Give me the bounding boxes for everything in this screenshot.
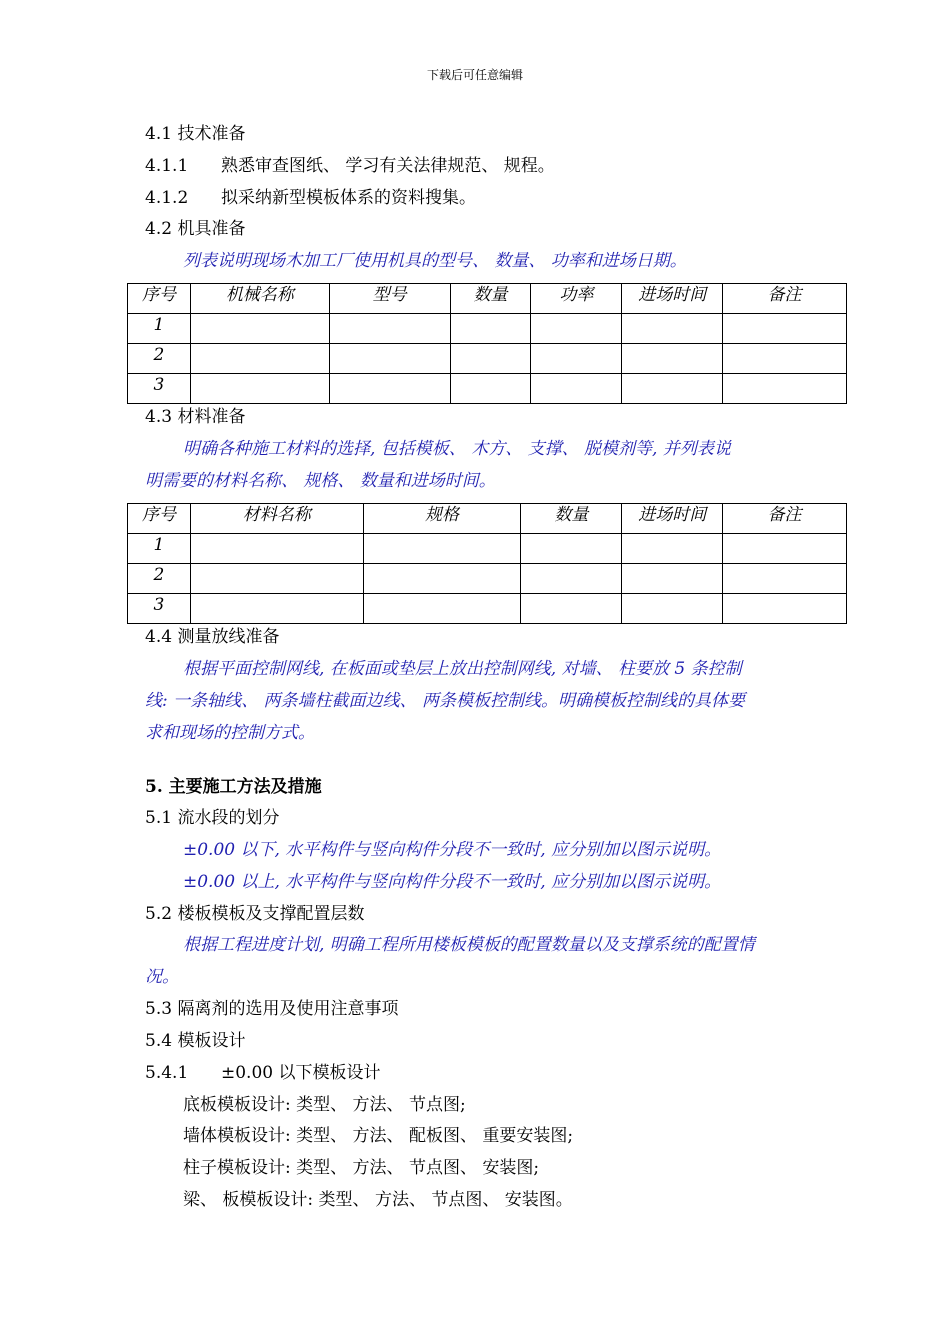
- table-cell: [521, 594, 622, 624]
- section-5-1-line2: ±0.00 以上, 水平构件与竖向构件分段不一致时, 应分别加以图示说明。: [183, 872, 722, 892]
- row-number: 2: [128, 344, 191, 374]
- header-cell: 数量: [521, 504, 622, 534]
- header-cell: 进场时间: [622, 284, 723, 314]
- table-cell: [450, 344, 531, 374]
- design-line-column: 柱子模板设计: 类型、 方法、 节点图、 安装图;: [183, 1158, 540, 1178]
- equipment-table: [127, 283, 847, 404]
- item-5-4-1: [145, 1062, 381, 1084]
- table-row: [128, 374, 847, 404]
- table-cell: [521, 534, 622, 564]
- item-text: 熟悉审查图纸、 学习有关法律规范、 规程。: [221, 156, 555, 176]
- section-5-3-title: 5.3 隔离剂的选用及使用注意事项: [145, 999, 399, 1019]
- table-cell: [329, 344, 450, 374]
- table-cell: [723, 594, 847, 624]
- row-number: 1: [128, 534, 191, 564]
- table-row: [128, 564, 847, 594]
- header-cell: 备注: [723, 504, 847, 534]
- row-number: 3: [128, 374, 191, 404]
- table-cell: [363, 534, 521, 564]
- table-cell: [531, 374, 622, 404]
- section-4-4-title: 4.4 测量放线准备: [145, 627, 280, 647]
- section-5-2-line2: 况。: [145, 967, 179, 987]
- section-4-4-note-line2: 线: 一条轴线、 两条墙柱截面边线、 两条模板控制线。明确模板控制线的具体要: [145, 691, 745, 711]
- item-number: 4.1.1: [145, 156, 189, 176]
- header-cell: 数量: [450, 284, 531, 314]
- design-line-beam: 梁、 板模板设计: 类型、 方法、 节点图、 安装图。: [183, 1190, 573, 1210]
- item-4-1-1: [145, 155, 555, 177]
- table-cell: [329, 314, 450, 344]
- header-cell: 规格: [363, 504, 521, 534]
- table-cell: [329, 374, 450, 404]
- table-row: [128, 314, 847, 344]
- item-4-1-2: [145, 187, 476, 209]
- header-cell: 进场时间: [622, 504, 723, 534]
- table-cell: [450, 374, 531, 404]
- section-4-4-note-line1: 根据平面控制网线, 在板面或垫层上放出控制网线, 对墙、 柱要放 5 条控制: [183, 659, 742, 679]
- design-line-wall: 墙体模板设计: 类型、 方法、 配板图、 重要安装图;: [183, 1126, 574, 1146]
- table-cell: [363, 594, 521, 624]
- table-row: [128, 344, 847, 374]
- header-cell: 备注: [723, 284, 847, 314]
- materials-table: [127, 503, 847, 624]
- section-4-3-note-line1: 明确各种施工材料的选择, 包括模板、 木方、 支撑、 脱模剂等, 并列表说: [183, 439, 731, 459]
- table-cell: [521, 564, 622, 594]
- section-4-3-note-line2: 明需要的材料名称、 规格、 数量和进场时间。: [145, 471, 496, 491]
- section-5-4-title: 5.4 模板设计: [145, 1031, 246, 1051]
- item-number: 5.4.1: [145, 1063, 189, 1083]
- table-cell: [622, 314, 723, 344]
- table-cell: [723, 534, 847, 564]
- table-cell: [622, 594, 723, 624]
- table-cell: [450, 314, 531, 344]
- item-text: 拟采纳新型模板体系的资料搜集。: [221, 188, 476, 208]
- table-cell: [190, 534, 363, 564]
- section-5-1-line1: ±0.00 以下, 水平构件与竖向构件分段不一致时, 应分别加以图示说明。: [183, 840, 722, 860]
- row-number: 2: [128, 564, 191, 594]
- table-cell: [190, 344, 329, 374]
- header-cell: 型号: [329, 284, 450, 314]
- header-cell: 序号: [128, 284, 191, 314]
- section-5-title: 5. 主要施工方法及措施: [145, 777, 322, 797]
- table-cell: [622, 564, 723, 594]
- table-cell: [363, 564, 521, 594]
- item-number: 4.1.2: [145, 188, 189, 208]
- design-line-slab: 底板模板设计: 类型、 方法、 节点图;: [183, 1095, 466, 1115]
- section-5-2-line1: 根据工程进度计划, 明确工程所用楼板模板的配置数量以及支撑系统的配置情: [183, 935, 755, 955]
- section-5-1-title: 5.1 流水段的划分: [145, 808, 280, 828]
- item-text: ±0.00 以下模板设计: [221, 1063, 381, 1083]
- header-cell: 序号: [128, 504, 191, 534]
- header-cell: 材料名称: [190, 504, 363, 534]
- header-cell: 机械名称: [190, 284, 329, 314]
- row-number: 1: [128, 314, 191, 344]
- table-cell: [723, 374, 847, 404]
- table-cell: [723, 314, 847, 344]
- table-row: [128, 534, 847, 564]
- table-cell: [622, 374, 723, 404]
- table-header-row: [128, 284, 847, 314]
- section-4-4-note-line3: 求和现场的控制方式。: [145, 723, 315, 743]
- table-row: [128, 594, 847, 624]
- section-4-1-title: 4.1 技术准备: [145, 124, 246, 144]
- section-5-2-title: 5.2 楼板模板及支撑配置层数: [145, 904, 365, 924]
- table-cell: [723, 564, 847, 594]
- row-number: 3: [128, 594, 191, 624]
- table-cell: [190, 374, 329, 404]
- table-cell: [531, 314, 622, 344]
- page-header: 下载后可任意编辑: [426, 68, 523, 82]
- section-4-2-title: 4.2 机具准备: [145, 219, 246, 239]
- header-cell: 功率: [531, 284, 622, 314]
- table-header-row: [128, 504, 847, 534]
- table-cell: [622, 534, 723, 564]
- table-cell: [190, 594, 363, 624]
- table-cell: [190, 564, 363, 594]
- section-4-2-note: 列表说明现场木加工厂使用机具的型号、 数量、 功率和进场日期。: [183, 251, 687, 271]
- section-4-3-title: 4.3 材料准备: [145, 407, 246, 427]
- table-cell: [531, 344, 622, 374]
- table-cell: [723, 344, 847, 374]
- table-cell: [190, 314, 329, 344]
- table-cell: [622, 344, 723, 374]
